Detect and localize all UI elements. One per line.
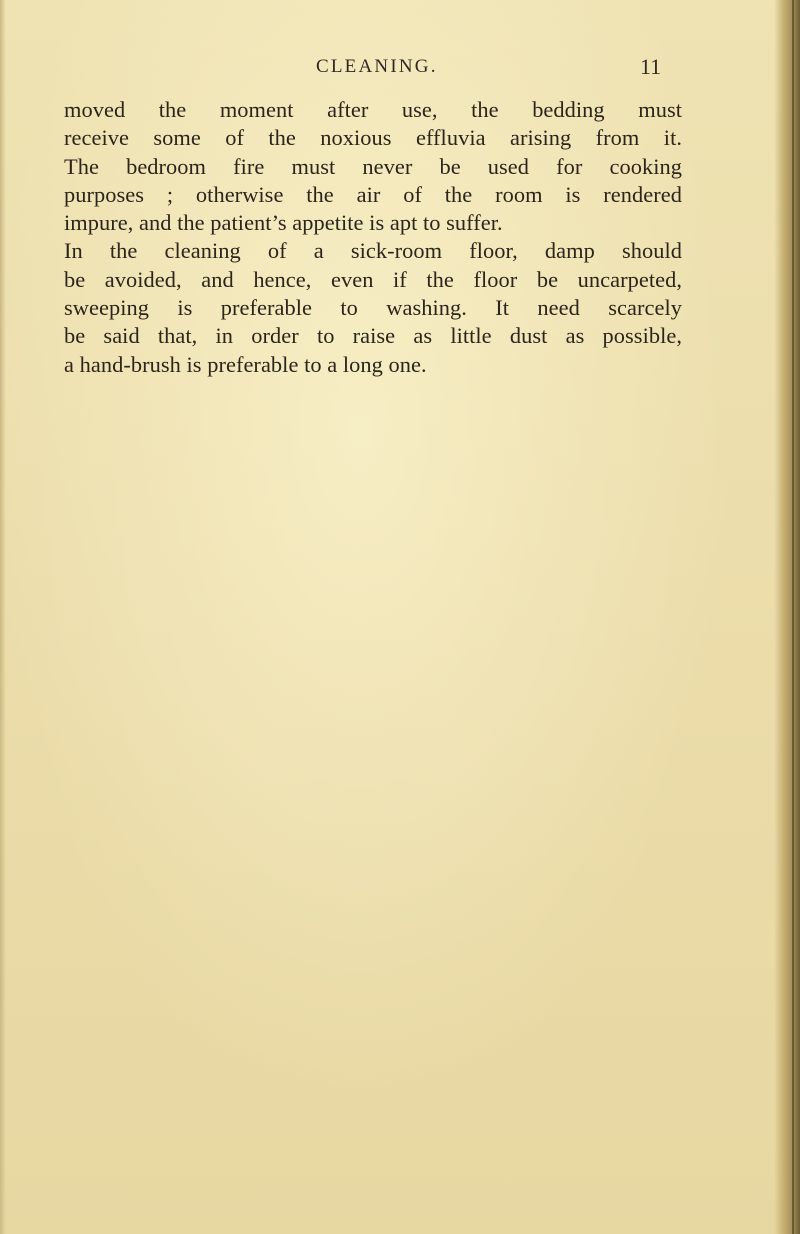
text-line: moved the moment after use, the bedding must (64, 97, 682, 122)
running-head: CLEANING. (316, 56, 438, 77)
text-line: be said that, in order to raise as little dust as possible, (64, 323, 682, 349)
text-line: sweeping is preferable to washing. It need scarcely (64, 295, 682, 321)
page-header (0, 56, 800, 86)
text-line: The bedroom fire must never be used for cooking (64, 153, 682, 179)
text-line: a hand-brush is preferable to a long one. (64, 351, 427, 377)
page-left-edge (0, 0, 6, 1234)
text-line: impure, and the patient’s appetite is apt to suffer. (64, 210, 503, 236)
text-line: receive some of the noxious effluvia arising from it. (64, 125, 682, 151)
text-line: purposes ; otherwise the air of the room is rendered (64, 181, 682, 207)
binding-line (792, 0, 794, 1234)
page-gutter-edge (774, 0, 800, 1234)
body-text (64, 96, 764, 379)
page-number: 11 (640, 54, 662, 79)
text-line: be avoided, and hence, even if the floor be uncarpeted, (64, 266, 682, 292)
text-line: In the cleaning of a sick-room floor, damp should (64, 238, 682, 264)
